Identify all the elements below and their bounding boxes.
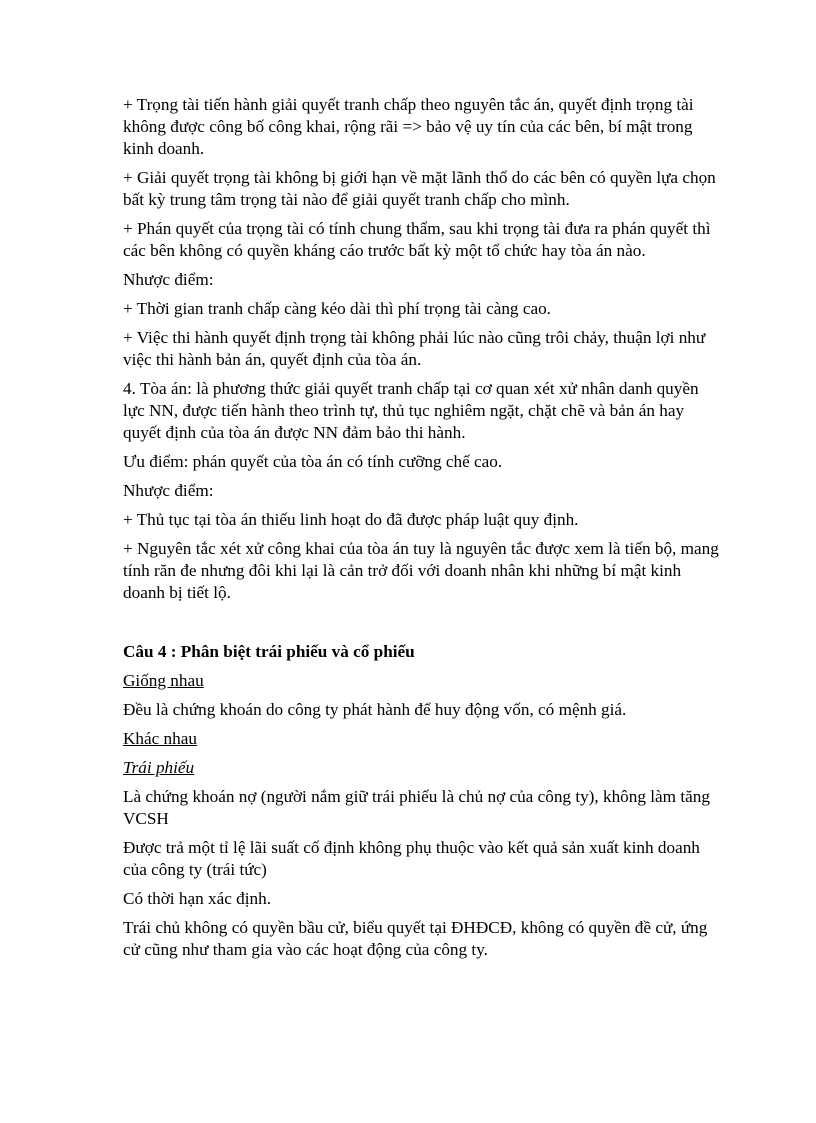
paragraph-court-advantage: Ưu điểm: phán quyết của tòa án có tính cưỡng chế cao.: [123, 452, 503, 471]
similar-heading: Giống nhau: [123, 671, 204, 690]
paragraph-arbitration-final-award: + Phán quyết của trọng tài có tính chung thẩm, sau khi trọng tài đưa ra phán quyết thì các bên không có quyền kháng cáo trước bất kỳ một tổ chức hay tòa án nào.: [123, 219, 711, 260]
paragraph-arbitration-territory: + Giải quyết trọng tài không bị giới hạn về mặt lãnh thổ do các bên có quyền lựa chọn bất kỳ trung tâm trọng tài nào để giải quyết tranh chấp cho mình.: [123, 168, 716, 209]
bond-point-term: Có thời hạn xác định.: [123, 889, 271, 908]
similar-text: Đều là chứng khoán do công ty phát hành để huy động vốn, có mệnh giá.: [123, 700, 627, 719]
paragraph-court-procedure: + Thủ tục tại tòa án thiếu linh hoạt do đã được pháp luật quy định.: [123, 510, 579, 529]
different-heading: Khác nhau: [123, 729, 197, 748]
label-court-disadvantages: Nhược điểm:: [123, 481, 214, 500]
bond-point-debt: Là chứng khoán nợ (người nắm giữ trái phiếu là chủ nợ của công ty), không làm tăng VCSH: [123, 787, 710, 828]
paragraph-court-definition: 4. Tòa án: là phương thức giải quyết tranh chấp tại cơ quan xét xử nhân danh quyền lực NN, được tiến hành theo trình tự, thủ tục nghiêm ngặt, chặt chẽ và bản án hay quyết định của tòa án được NN đảm bảo thi hành.: [123, 379, 699, 442]
bond-point-interest: Được trả một tỉ lệ lãi suất cố định không phụ thuộc vào kết quả sản xuất kinh doanh của công ty (trái tức): [123, 838, 700, 879]
bond-heading: Trái phiếu: [123, 758, 195, 777]
paragraph-court-public-trial: + Nguyên tắc xét xử công khai của tòa án tuy là nguyên tắc được xem là tiến bộ, mang tính răn đe nhưng đôi khi lại là cản trở đối với doanh nhân khi những bí mật kinh doanh bị tiết lộ.: [123, 539, 719, 602]
section-spacer: [123, 611, 719, 641]
bond-point-rights: Trái chủ không có quyền bầu cử, biểu quyết tại ĐHĐCĐ, không có quyền đề cử, ứng cử cũng như tham gia vào các hoạt động của công ty.: [123, 918, 708, 959]
label-disadvantages: Nhược điểm:: [123, 270, 214, 289]
paragraph-arbitration-cost: + Thời gian tranh chấp càng kéo dài thì phí trọng tài càng cao.: [123, 299, 551, 318]
document-page: [123, 94, 719, 968]
paragraph-arbitration-enforcement: + Việc thi hành quyết định trọng tài không phải lúc nào cũng trôi chảy, thuận lợi như việc thi hành bản án, quyết định của tòa án.: [123, 328, 706, 369]
paragraph-arbitration-confidentiality: + Trọng tài tiến hành giải quyết tranh chấp theo nguyên tắc án, quyết định trọng tài không được công bố công khai, rộng rãi => bảo vệ uy tín của các bên, bí mật trong kinh doanh.: [123, 95, 694, 158]
question-heading: Câu 4 : Phân biệt trái phiếu và cổ phiếu: [123, 642, 415, 661]
